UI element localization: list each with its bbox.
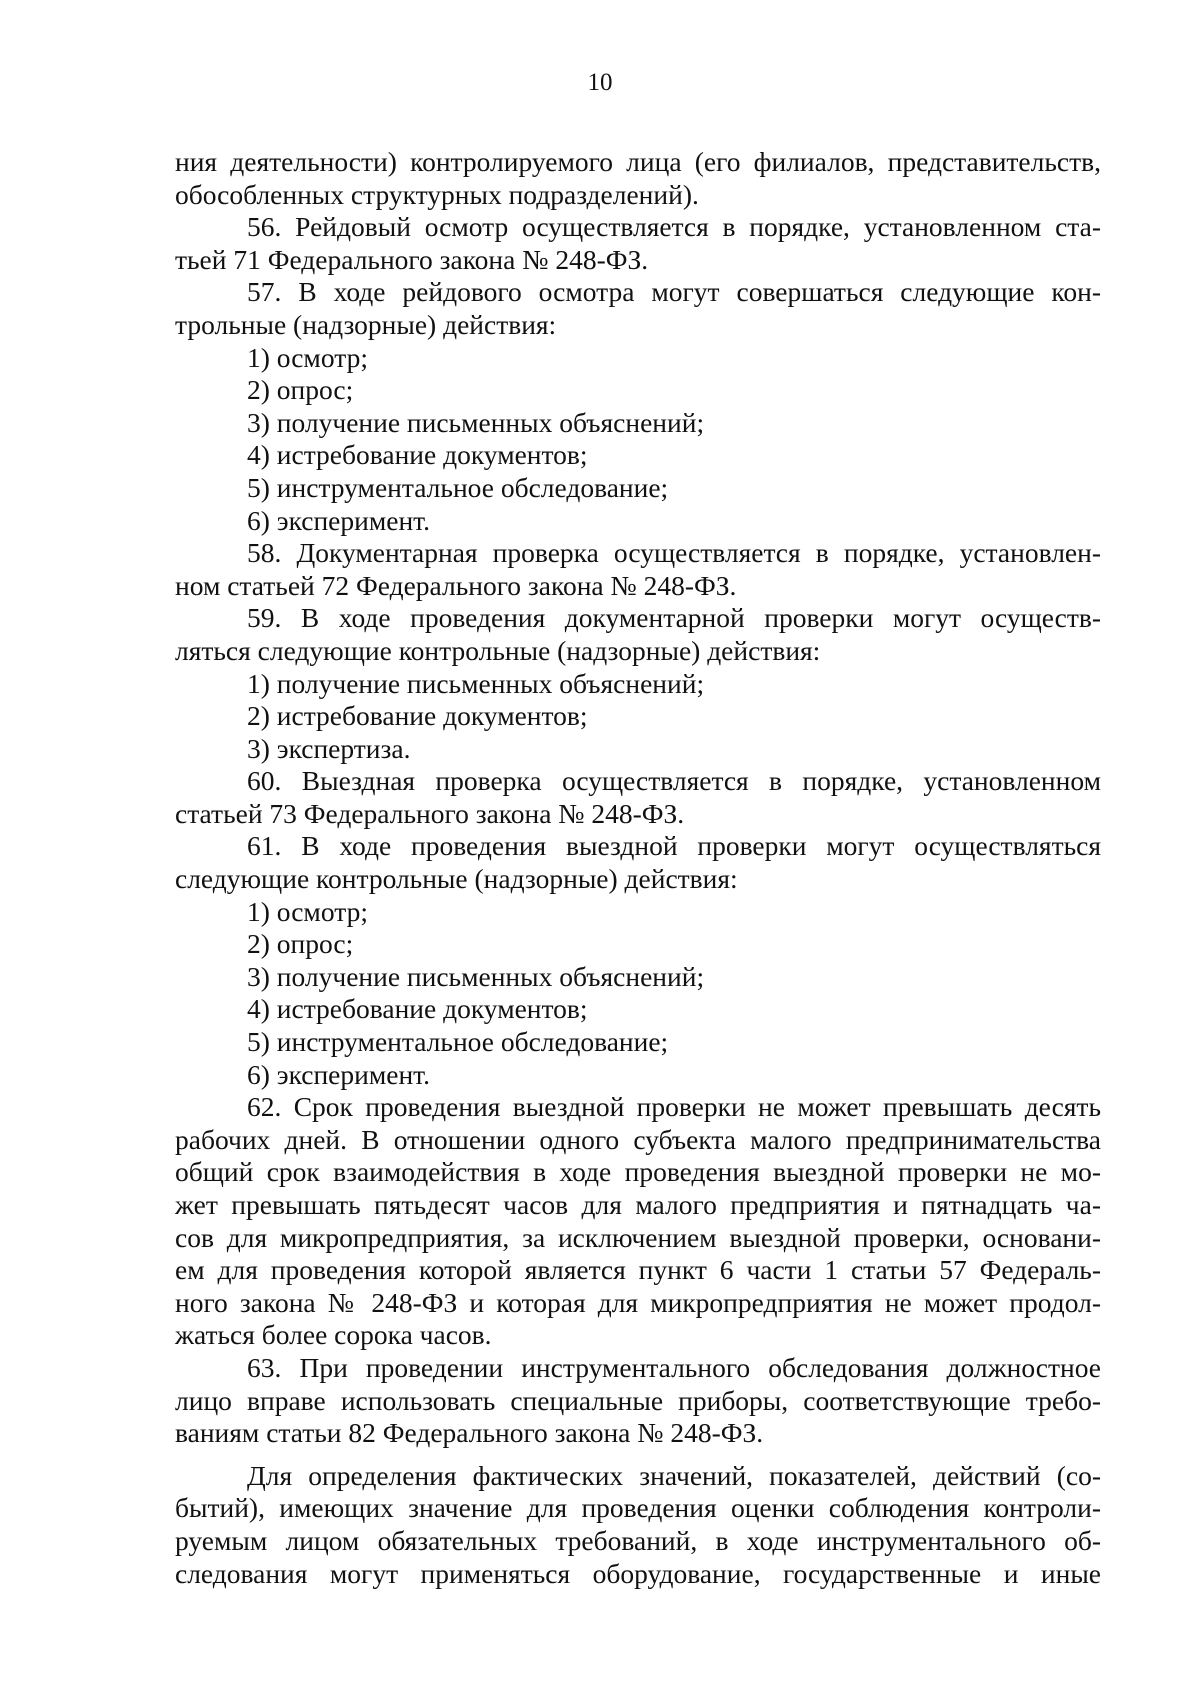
paragraph-63-first-line: 63. При проведении инструментального обследования должностное [247, 1351, 1101, 1383]
text-line: трольные (надзорные) действия: [175, 308, 557, 340]
list-item: 1) осмотр; [247, 341, 368, 373]
list-item: 5) инструментальное обследование; [247, 1026, 669, 1058]
list-item: 6) эксперимент. [247, 504, 431, 536]
list-item: 1) осмотр; [247, 895, 368, 927]
text-line: следующие контрольные (надзорные) действия: [175, 863, 738, 895]
paragraph-61-first-line: 61. В ходе проведения выездной проверки могут осуществляться [247, 830, 1101, 862]
list-item: 6) эксперимент. [247, 1058, 431, 1090]
paragraph-gap [175, 1450, 1101, 1460]
paragraph-59-first-line: 59. В ходе проведения документарной проверки могут осуществ- [247, 602, 1101, 634]
text-line: рабочих дней. В отношении одного субъекта малого предпринимательства [175, 1123, 1101, 1155]
list-item: 4) истребование документов; [247, 439, 588, 471]
paragraph-56-first-line: 56. Рейдовый осмотр осуществляется в порядке, установленном ста- [247, 211, 1101, 243]
text-line: обособленных структурных подразделений). [175, 178, 699, 210]
paragraph-57-first-line: 57. В ходе рейдового осмотра могут совершаться следующие кон- [247, 276, 1101, 308]
text-line: общий срок взаимодействия в ходе проведения выездной проверки не мо- [175, 1156, 1101, 1188]
list-item: 1) получение письменных объяснений; [247, 667, 705, 699]
text-line: сов для микропредприятия, за исключением выездной проверки, основани- [175, 1221, 1101, 1253]
paragraph-first-line: Для определения фактических значений, показателей, действий (со- [247, 1459, 1101, 1491]
text-line: ния деятельности) контролируемого лица (его филиалов, представительств, [175, 146, 1101, 177]
list-item: 3) получение письменных объяснений; [247, 960, 705, 992]
text-line: ном статьей 72 Федерального закона № 248-ФЗ. [175, 569, 737, 601]
text-line: ваниям статьи 82 Федерального закона № 248-ФЗ. [175, 1417, 764, 1449]
text-line: тьей 71 Федерального закона № 248-ФЗ. [175, 243, 649, 275]
paragraph-58-first-line: 58. Документарная проверка осуществляется в порядке, установлен- [247, 537, 1101, 569]
text-line: статьей 73 Федерального закона № 248-ФЗ. [175, 797, 685, 829]
text-line: следования могут применяться оборудование, государственные и иные [175, 1557, 1101, 1589]
text-line: жет превышать пятьдесят часов для малого предприятия и пятнадцать ча- [175, 1189, 1101, 1220]
list-item: 3) получение письменных объяснений; [247, 406, 705, 438]
paragraph-60-first-line: 60. Выездная проверка осуществляется в порядке, установленном [247, 765, 1101, 797]
text-line: ем для проведения которой является пункт 6 части 1 статьи 57 Федераль- [175, 1254, 1101, 1286]
paragraph-62-first-line: 62. Срок проведения выездной проверки не может превышать десять [247, 1091, 1101, 1123]
list-item: 3) экспертиза. [247, 732, 411, 764]
list-item: 5) инструментальное обследование; [247, 471, 669, 503]
document-body [175, 146, 1101, 1590]
list-item: 2) опрос; [247, 374, 354, 406]
list-item: 4) истребование документов; [247, 993, 588, 1025]
text-line: лицо вправе использовать специальные приборы, соответствующие требо- [175, 1384, 1101, 1416]
text-line: ного закона № 248-ФЗ и которая для микропредприятия не может продол- [175, 1286, 1101, 1318]
text-line: руемым лицом обязательных требований, в ходе инструментального об- [175, 1524, 1101, 1556]
text-line: бытий), имеющих значение для проведения оценки соблюдения контроли- [175, 1492, 1101, 1524]
text-line: жаться более сорока часов. [175, 1319, 492, 1351]
list-item: 2) истребование документов; [247, 700, 588, 732]
text-line: ляться следующие контрольные (надзорные) действия: [175, 634, 821, 666]
page-number: 10 [587, 69, 613, 96]
list-item: 2) опрос; [247, 928, 354, 960]
